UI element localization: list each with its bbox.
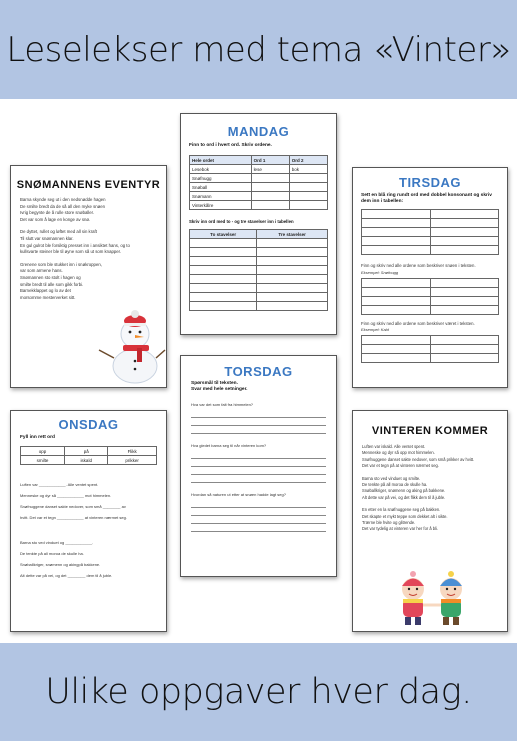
word-bank-cell: iskald (65, 456, 108, 465)
torsdag-instruction: Spørsmål til teksten. Svar med hele setninger. (191, 381, 248, 392)
table-row (362, 246, 499, 255)
answer-line[interactable] (191, 426, 326, 434)
snomann-stanza-3: Grenene som ble stukket inn i snøkroppen, var som armene hans. Snømannen sto stolt i hagen og smilte bredt til alle som gikk forbi. Barnekklappet og lo av det morsomme mesterverket sitt. (20, 261, 102, 300)
table-row (190, 201, 328, 210)
table-cell[interactable] (362, 345, 431, 354)
table-cell[interactable] (362, 296, 431, 305)
children-illustration (387, 569, 479, 629)
table-cell[interactable] (257, 266, 328, 275)
table-cell[interactable] (190, 248, 257, 257)
mandag-word-table (189, 155, 328, 210)
table-cell[interactable] (190, 275, 257, 284)
tirsdag-title: TIRSDAG (399, 175, 461, 190)
word-bank-cell: på (65, 447, 108, 456)
tirsdag-instruction-2: Finn og skriv ned alle ordene som beskriver snøen i teksten. (361, 263, 476, 268)
onsdag-line-5: Barna sto ved vinduet og ____________. (20, 540, 94, 545)
table-cell[interactable] (190, 284, 257, 293)
table-cell[interactable] (289, 201, 327, 210)
torsdag-question-1: Hva var det som falt fra himmelen? (191, 402, 254, 407)
snomann-title: SNØMANNENS EVENTYR (16, 179, 161, 191)
table-cell[interactable] (430, 237, 499, 246)
table-cell[interactable] (289, 174, 327, 183)
mandag-header-1: Hele ordet (190, 156, 252, 165)
vinteren-stanza-2: Barna sto ved vinduet og smilte. De tenkte på all moroa de skulle ha. Snøballkriger, snømenn og aking på bakkene. Alt dette var på vei, og det flikk dem til å juble. (362, 475, 446, 500)
table-row (190, 174, 328, 183)
table-row (362, 354, 499, 363)
table-row (362, 305, 499, 314)
tirsdag-instruction-3: Finn og skriv ned alle ordene som beskriver været i teksten. (361, 320, 475, 326)
table-row (21, 456, 157, 465)
word-bank-cell: opp (21, 447, 65, 456)
table-row (190, 284, 328, 293)
table-cell[interactable] (190, 302, 257, 311)
table-row (362, 296, 499, 305)
sheet-snomann (10, 165, 167, 388)
table-cell[interactable] (362, 246, 431, 255)
table-row (190, 302, 328, 311)
mandag-syllable-table (189, 229, 328, 311)
table-cell[interactable] (257, 248, 328, 257)
table-cell[interactable] (257, 302, 328, 311)
table-row (362, 345, 499, 354)
onsdag-instruction: Fyll inn rett ord (20, 435, 55, 440)
table-cell[interactable] (430, 210, 499, 219)
table-cell[interactable] (430, 278, 499, 287)
sheet-onsdag (10, 410, 167, 632)
tirsdag-instruction: Sett en blå ring rundt ord med dobbel konsonant og skriv dem inn i tabellen: (361, 193, 492, 204)
table-row (362, 278, 499, 287)
table-cell: Snøball (190, 183, 252, 192)
mandag-header-2: Ord 1 (251, 156, 289, 165)
table-cell[interactable] (257, 239, 328, 248)
mandag-header-3: Ord 2 (289, 156, 327, 165)
table-cell[interactable] (430, 336, 499, 345)
table-cell[interactable] (289, 192, 327, 201)
onsdag-line-1: Luften var ____________. Alle ventet spent. (20, 482, 99, 487)
top-banner (0, 0, 517, 99)
tirsdag-snow-words-table (361, 278, 499, 315)
word-bank-cell: Flikk (108, 447, 157, 456)
table-cell: lese (251, 165, 289, 174)
table-cell[interactable] (257, 284, 328, 293)
table-cell[interactable] (289, 183, 327, 192)
table-row (190, 165, 328, 174)
mandag-instruction: Finn to ord i hvert ord. Skriv ordene. (189, 143, 272, 148)
table-cell[interactable] (430, 228, 499, 237)
table-cell: bok (289, 165, 327, 174)
table-cell: Lesebok (190, 165, 252, 174)
snowman-illustration (97, 306, 167, 386)
table-cell[interactable] (430, 345, 499, 354)
table-cell[interactable] (362, 237, 431, 246)
sheet-tirsdag (352, 167, 508, 388)
table-row (21, 447, 157, 456)
table-row (362, 228, 499, 237)
onsdag-line-4: hvitt. Det var et tegn ____________ at vinteren nærmet seg. (20, 515, 127, 520)
table-row (362, 237, 499, 246)
mandag-syll-header-2: Tre stavelser (257, 230, 328, 239)
bottom-banner-title: Ulike oppgaver hver dag. (45, 672, 472, 712)
torsdag-question-2: Hva gledet barna seg til når vinteren kom? (191, 443, 267, 448)
answer-line[interactable] (191, 508, 326, 516)
table-row (190, 266, 328, 275)
answer-line[interactable] (191, 500, 326, 508)
table-cell[interactable] (430, 305, 499, 314)
torsdag-question-3: Hvordan så naturen ut etter at snøen hadde lagt seg? (191, 492, 286, 497)
table-row (362, 336, 499, 345)
answer-line[interactable] (191, 516, 326, 524)
sheet-mandag (180, 113, 337, 335)
table-row (190, 239, 328, 248)
table-cell: Vinterkålre (190, 201, 252, 210)
table-cell[interactable] (190, 239, 257, 248)
table-row (190, 275, 328, 284)
table-cell[interactable] (251, 174, 289, 183)
table-cell[interactable] (362, 287, 431, 296)
answer-line[interactable] (191, 524, 326, 532)
sheet-torsdag (180, 355, 337, 577)
answer-line[interactable] (191, 459, 326, 467)
bottom-banner (0, 643, 517, 741)
mandag-syll-header-1: To stavelser (190, 230, 257, 239)
onsdag-line-8: Alt dette var på vei, og det ________ dem til å juble. (20, 573, 113, 578)
table-cell[interactable] (430, 296, 499, 305)
table-cell[interactable] (430, 219, 499, 228)
onsdag-title: ONSDAG (58, 417, 119, 432)
onsdag-word-bank (20, 446, 157, 465)
tirsdag-example-3: Eksempel: Kald (361, 327, 389, 332)
table-row (190, 192, 328, 201)
vinteren-stanza-1: Luften var iskald. Alle ventet spent. Menneske og dyr så opp mot himmelen. Snøfnuggene danset sakte nedover, som små prikker av hvitt. Det var et tegn på at vinteren nærmet seg. (362, 444, 475, 469)
table-cell[interactable] (430, 287, 499, 296)
answer-line[interactable] (191, 418, 326, 426)
answer-line[interactable] (191, 467, 326, 475)
tirsdag-example-2: Eksempel: Snøfnugg (361, 269, 399, 275)
table-cell[interactable] (362, 354, 431, 363)
table-cell[interactable] (190, 266, 257, 275)
table-cell[interactable] (430, 246, 499, 255)
table-cell[interactable] (362, 305, 431, 314)
snomann-stanza-2: De dyttet, rullet og løftet med all sin kraft Til slutt var snømannen klar. En gul gulrot ble forsiktig presset inn i ansiktet hans, og to kullsvarte steiner ble til øyne som så ut som knapper. (20, 229, 130, 255)
table-cell[interactable] (362, 228, 431, 237)
table-cell[interactable] (362, 210, 431, 219)
table-cell[interactable] (257, 275, 328, 284)
table-cell[interactable] (251, 192, 289, 201)
table-cell[interactable] (430, 354, 499, 363)
table-row (362, 287, 499, 296)
mandag-instruction-2: Skriv inn ord med to - og tre stavelser inn i tabellen (189, 219, 294, 224)
table-row (190, 183, 328, 192)
table-row (190, 257, 328, 266)
sheet-vinteren (352, 410, 508, 632)
table-row (190, 248, 328, 257)
table-cell[interactable] (251, 201, 289, 210)
onsdag-line-6: De tenkte på all moroa de skulle ha. (20, 551, 84, 556)
table-cell[interactable] (362, 336, 431, 345)
snomann-stanza-1: Barna skynde seg ut i den nedsnødde hagen De smilte bredt da de så all den myke snøen Ivrig begynte de å rulle store snøballer. Det var som å lage en konge av snø. (20, 197, 106, 222)
onsdag-line-7: Snøballkriger, snømenn og akingpå bakkene. (20, 562, 101, 567)
table-cell: Snømann (190, 192, 252, 201)
table-cell[interactable] (257, 257, 328, 266)
onsdag-line-2: Menneske og dyr så ____________ mot himmelen. (20, 493, 112, 498)
table-cell[interactable] (257, 293, 328, 302)
word-bank-cell: prikker (108, 456, 157, 465)
table-cell[interactable] (251, 183, 289, 192)
tirsdag-weather-words-table (361, 335, 499, 363)
table-cell[interactable] (362, 278, 431, 287)
vinteren-title: VINTEREN KOMMER (371, 425, 489, 437)
mandag-title: MANDAG (227, 124, 290, 139)
onsdag-line-3: Snøfnuggene danset sakte nedover, som små ________ av (20, 504, 126, 509)
answer-line[interactable] (191, 451, 326, 459)
torsdag-title: TORSDAG (224, 364, 293, 379)
table-row (362, 219, 499, 228)
vinteren-stanza-3: En etter en la snøfnuggene seg på bakken. Det skapte et mykt teppe som dekket alt i sikte. Trærne ble hvite og glitrende. Det var tydelig at vinteren var her for å bli. (362, 507, 448, 532)
tirsdag-double-consonant-table (361, 209, 499, 255)
word-bank-cell: smilte (21, 456, 65, 465)
table-row (190, 293, 328, 302)
table-cell[interactable] (190, 257, 257, 266)
table-cell: Snøfnugg (190, 174, 252, 183)
top-banner-title: Leselekser med tema «Vinter» (6, 29, 511, 70)
answer-line[interactable] (191, 475, 326, 483)
table-row (362, 210, 499, 219)
answer-line[interactable] (191, 410, 326, 418)
table-cell[interactable] (190, 293, 257, 302)
table-cell[interactable] (362, 219, 431, 228)
